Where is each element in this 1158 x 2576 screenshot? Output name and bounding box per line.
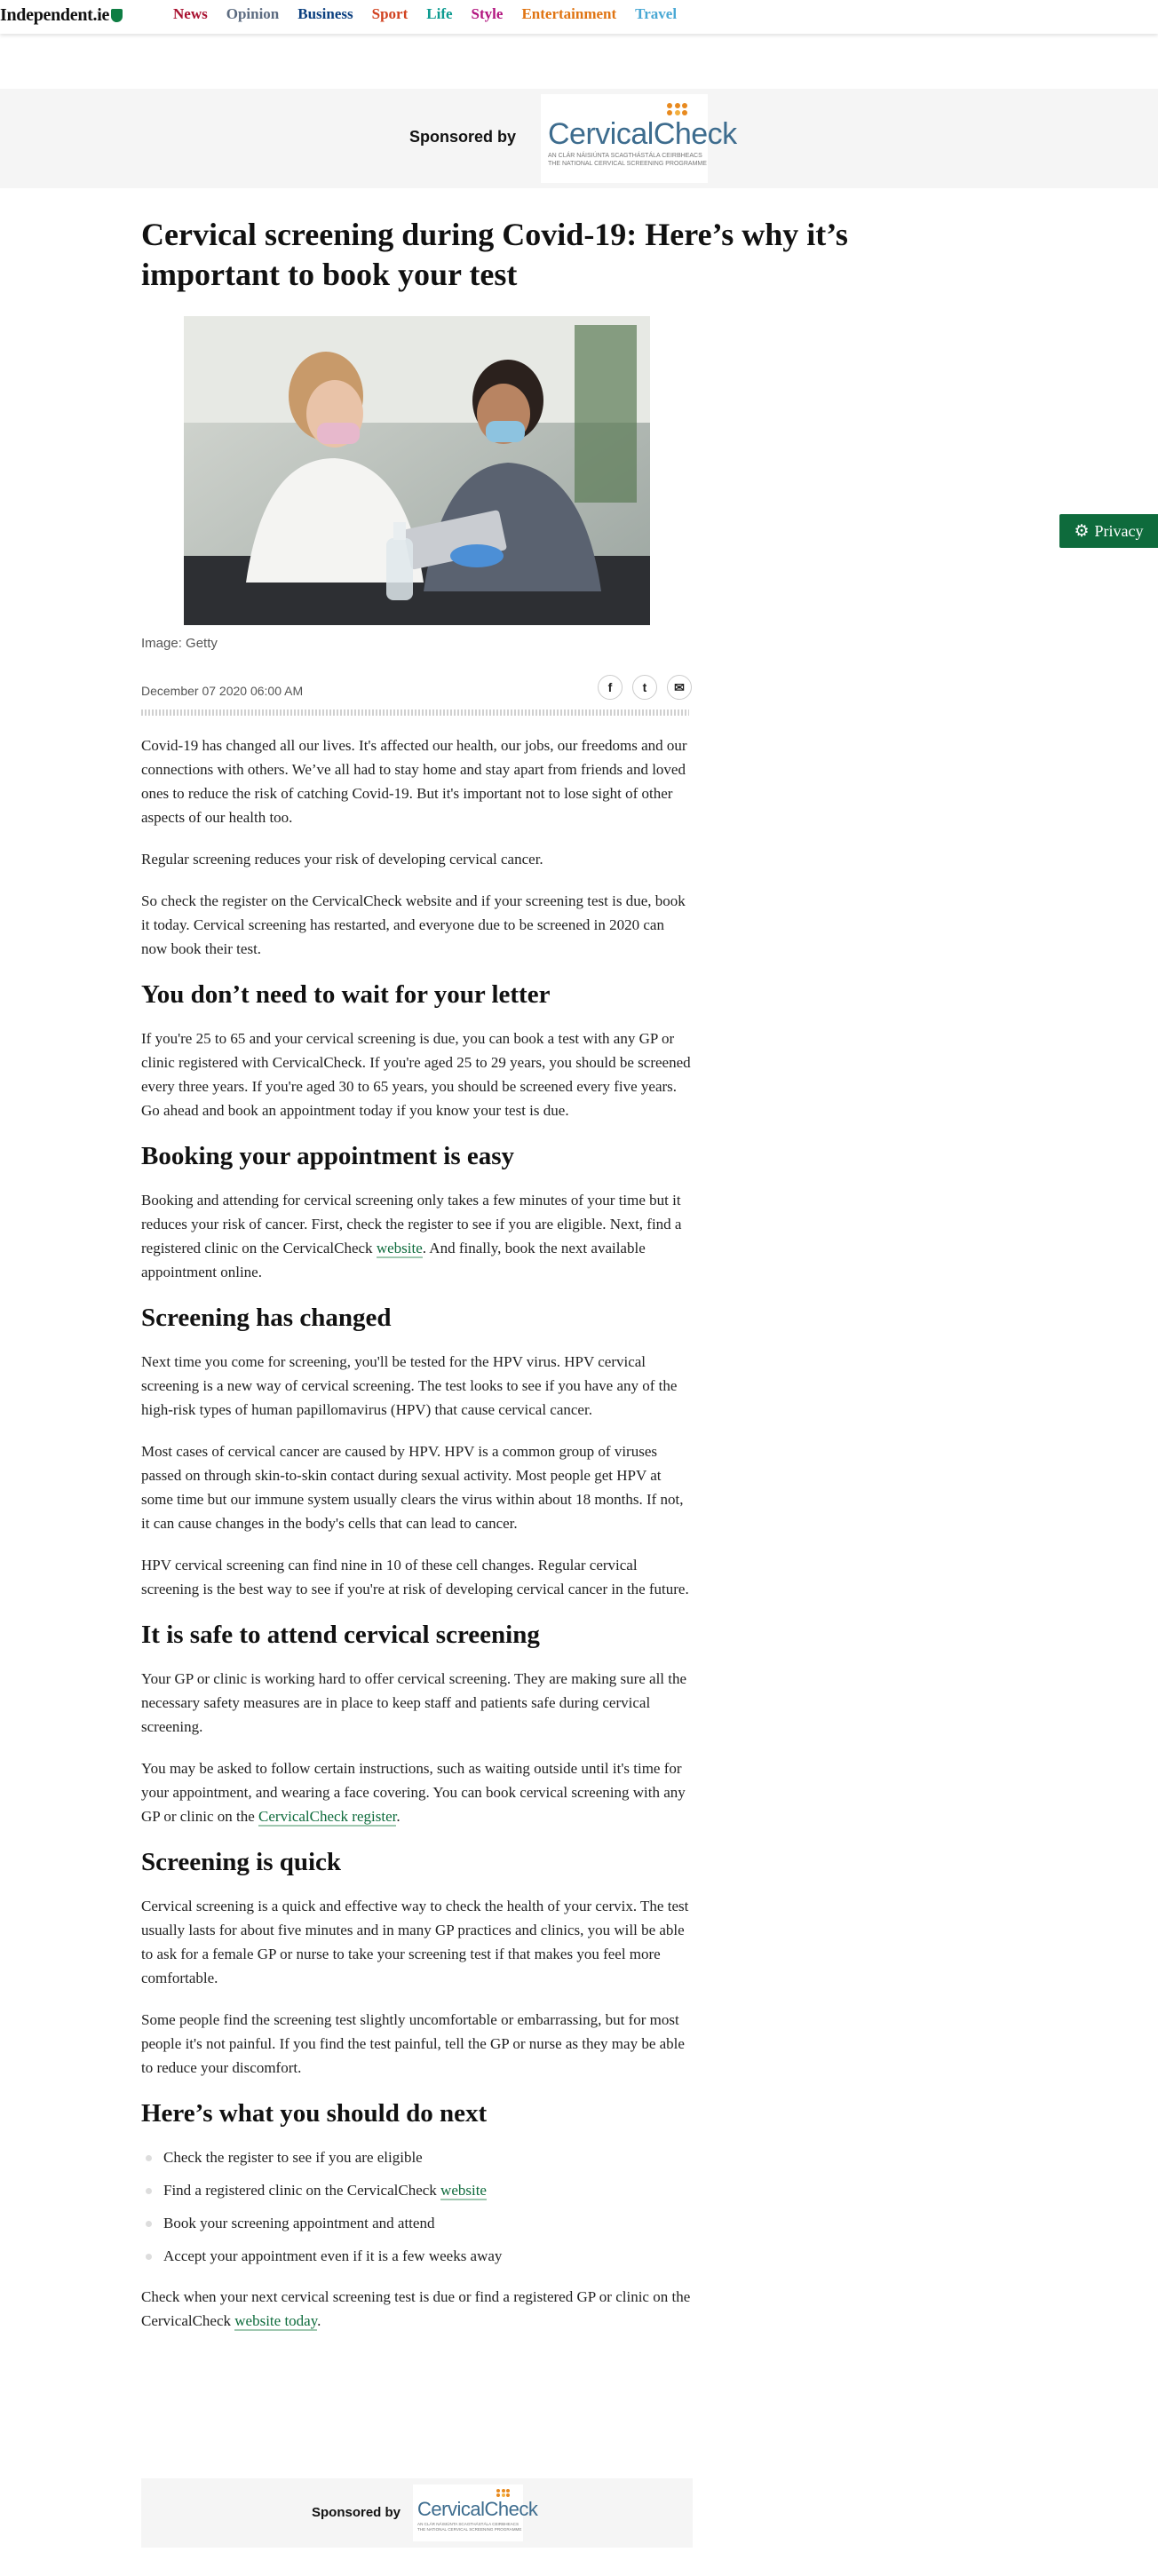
paragraph bbox=[141, 1188, 692, 1284]
next-steps-list bbox=[141, 2145, 692, 2268]
list-item: Accept your appointment even if it is a few weeks away bbox=[141, 2244, 692, 2268]
article-headline: Cervical screening during Covid-19: Here’s why it’s important to book your test bbox=[141, 217, 848, 292]
brand-sub-english: THE NATIONAL CERVICAL SCREENING PROGRAMME bbox=[548, 160, 707, 167]
privacy-label: Privacy bbox=[1094, 521, 1144, 540]
list-item: Check the register to see if you are eligible bbox=[141, 2145, 692, 2169]
privacy-button[interactable] bbox=[1059, 514, 1158, 548]
nav-style[interactable]: Style bbox=[471, 5, 504, 22]
share-email-button[interactable] bbox=[667, 675, 692, 700]
paragraph bbox=[141, 2285, 692, 2333]
section-heading: You don’t need to wait for your letter bbox=[141, 980, 551, 1009]
nav-travel[interactable]: Travel bbox=[635, 5, 678, 22]
brand-word-b: Check bbox=[653, 116, 737, 151]
brand-sub-english: THE NATIONAL CERVICAL SCREENING PROGRAMME bbox=[417, 2527, 522, 2532]
gear-icon: ⚙ bbox=[1074, 521, 1090, 541]
twitter-icon: t bbox=[642, 680, 647, 694]
paragraph: If you're 25 to 65 and your cervical screening is due, you can book a test with any GP or clinic registered with CervicalCheck. If you're aged 25 to 29 years, you should be screened every three years. If you're aged 30 to 65 years, you should be screened every five years. Go ahead and book an appointment today if you know your test is due. bbox=[141, 1030, 691, 1119]
list-item bbox=[141, 2178, 692, 2202]
nav-business[interactable]: Business bbox=[297, 5, 353, 22]
brand-sub-irish: AN CLÁR NÁISIÚNTA SCAGTHÁSTÁLA CEIRBHEACS bbox=[417, 2522, 520, 2527]
paragraph: Regular screening reduces your risk of developing cervical cancer. bbox=[141, 851, 543, 868]
share-facebook-button[interactable] bbox=[598, 675, 623, 700]
hero-image bbox=[184, 316, 650, 625]
paragraph bbox=[141, 1756, 692, 1828]
paragraph-text: You may be asked to follow certain instructions, such as waiting outside until it's time for your appointment, and wearing a face covering. You can book cervical screening with any GP or clinic on the bbox=[141, 1760, 686, 1825]
list-item-text: Find a registered clinic on the CervicalCheck bbox=[163, 2182, 441, 2199]
cervicalcheck-logo[interactable] bbox=[413, 2485, 538, 2541]
shield-icon bbox=[111, 9, 123, 22]
sponsor-banner-bottom bbox=[141, 2478, 693, 2548]
website-today-link[interactable]: website today bbox=[234, 2312, 318, 2329]
website-link[interactable]: website bbox=[440, 2182, 487, 2199]
share-twitter-button[interactable] bbox=[632, 675, 657, 700]
paragraph: Cervical screening is a quick and effective way to check the health of your cervix. The test usually lasts for about five minutes and in many GP practices and clinics, you will be able to ask for a female GP or nurse to take your screening test if that makes you feel more comfortable. bbox=[141, 1898, 689, 1986]
paragraph-text: . bbox=[317, 2312, 321, 2329]
paragraph-text: . And finally, book the next available appointment online. bbox=[141, 1240, 646, 1280]
nav-life[interactable]: Life bbox=[426, 5, 453, 22]
brand-word-a: Cervical bbox=[417, 2498, 485, 2521]
paragraph: So check the register on the CervicalCheck website and if your screening test is due, book it today. Cervical screening has restarted, and everyone due to be screened in 2020 can now book their test. bbox=[141, 892, 686, 957]
section-heading: It is safe to attend cervical screening bbox=[141, 1621, 540, 1649]
cervicalcheck-register-link[interactable]: CervicalCheck register bbox=[258, 1808, 397, 1825]
image-caption: Image: Getty bbox=[141, 636, 218, 651]
site-logo-text: Independent.ie bbox=[0, 5, 110, 25]
website-link[interactable]: website bbox=[376, 1240, 423, 1256]
cervicalcheck-logo[interactable] bbox=[541, 94, 737, 183]
brand-sub-irish: AN CLÁR NÁISIÚNTA SCAGTHÁSTÁLA CEIRBHEACS bbox=[548, 152, 702, 159]
paragraph-text: Booking and attending for cervical screening only takes a few minutes of your time but it reduces your risk of cancer. First, check the register to see if you are eligible. Next, find a registered clinic on the CervicalCheck bbox=[141, 1192, 682, 1256]
list-item: Book your screening appointment and attend bbox=[141, 2211, 692, 2235]
flower-icon bbox=[496, 2489, 511, 2497]
section-heading: Screening has changed bbox=[141, 1304, 392, 1332]
sponsor-banner bbox=[0, 89, 1158, 188]
doctor-patient-photo bbox=[184, 316, 650, 625]
paragraph: Your GP or clinic is working hard to offer cervical screening. They are making sure all the necessary safety measures are in place to keep staff and patients safe during cervical screening. bbox=[141, 1670, 687, 1735]
sponsor-label: Sponsored by bbox=[312, 2505, 401, 2520]
nav-sport[interactable]: Sport bbox=[371, 5, 408, 22]
facebook-icon: f bbox=[607, 680, 613, 694]
email-icon: ✉ bbox=[674, 679, 685, 694]
paragraph: Some people find the screening test slightly uncomfortable or embarrassing, but for most people it's not painful. If you find the test painful, tell the GP or nurse as they may be able to reduce your discomfort. bbox=[141, 2011, 685, 2076]
brand-word-a: Cervical bbox=[548, 116, 654, 151]
site-logo[interactable] bbox=[0, 5, 123, 26]
article-body bbox=[141, 733, 692, 2350]
paragraph: Next time you come for screening, you'll be tested for the HPV virus. HPV cervical screening is a new way of cervical screening. The test looks to see if you have any of the high-risk types of human papillomavirus (HPV) that cause cervical cancer. bbox=[141, 1353, 678, 1418]
nav-news[interactable]: News bbox=[173, 5, 208, 22]
section-heading: Screening is quick bbox=[141, 1848, 342, 1876]
sponsor-label: Sponsored by bbox=[409, 128, 517, 146]
nav-opinion[interactable]: Opinion bbox=[226, 5, 280, 22]
paragraph-text: Check when your next cervical screening test is due or find a registered GP or clinic on the CervicalCheck bbox=[141, 2288, 691, 2329]
dotted-divider bbox=[141, 709, 689, 716]
brand-word-b: Check bbox=[484, 2498, 538, 2521]
section-heading: Here’s what you should do next bbox=[141, 2099, 488, 2128]
main-nav bbox=[173, 5, 695, 23]
section-heading: Booking your appointment is easy bbox=[141, 1142, 515, 1170]
paragraph-text: . bbox=[396, 1808, 401, 1825]
flower-icon bbox=[667, 103, 688, 115]
site-header bbox=[0, 0, 1158, 34]
publish-date: December 07 2020 06:00 AM bbox=[141, 684, 304, 698]
paragraph: HPV cervical screening can find nine in 10 of these cell changes. Regular cervical screening is the best way to see if you're at risk of developing cervical cancer in the future. bbox=[141, 1557, 689, 1597]
nav-entertainment[interactable]: Entertainment bbox=[521, 5, 617, 22]
paragraph: Covid-19 has changed all our lives. It's affected our health, our jobs, our freedoms and our connections with others. We’ve all had to stay home and stay apart from friends and loved ones to reduce the risk of catching Covid-19. But it's important not to lose sight of other aspects of our health too. bbox=[141, 737, 687, 826]
paragraph: Most cases of cervical cancer are caused by HPV. HPV is a common group of viruses passed on through skin-to-skin contact during sexual activity. Most people get HPV at some time but our immune system usually clears the virus within about 18 months. If not, it can cause changes in the body's cells that can lead to cancer. bbox=[141, 1443, 684, 1532]
